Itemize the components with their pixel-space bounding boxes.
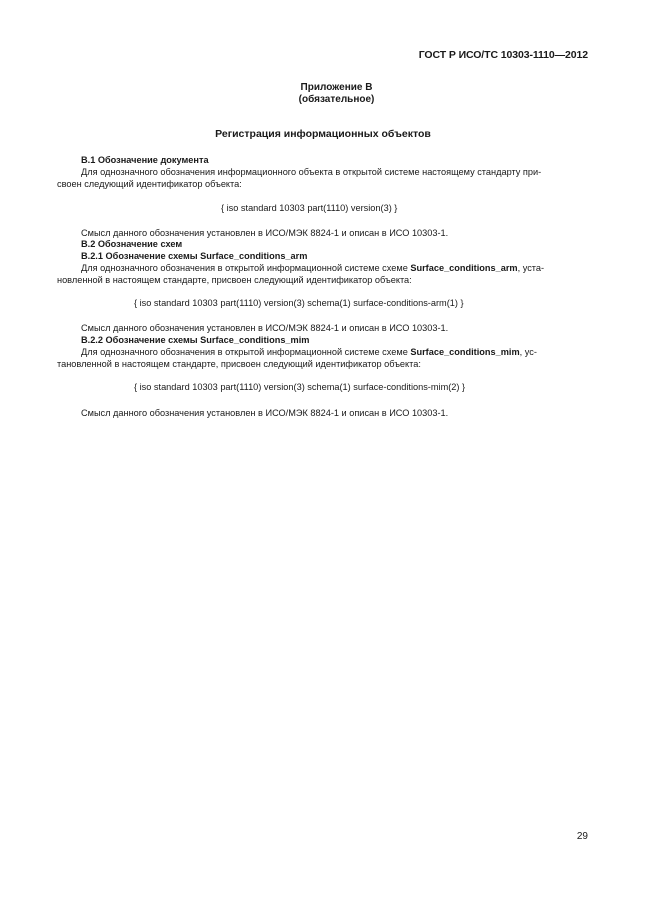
- b1-heading: В.1 Обозначение документа: [81, 155, 209, 165]
- b21-paragraph-line1: Для однозначного обозначения в открытой информационной системе схеме Surface_conditions_arm, уста-: [81, 263, 545, 273]
- b22-heading: В.2.2 Обозначение схемы Surface_conditions_mim: [81, 335, 310, 345]
- appendix-subtitle: (обязательное): [298, 94, 375, 105]
- b22-identifier: { iso standard 10303 part(1110) version(3) schema(1) surface-conditions-mim(2) }: [134, 382, 466, 392]
- page-number: 29: [576, 831, 588, 842]
- b22-paragraph-line1: Для однозначного обозначения в открытой информационной системе схеме Surface_conditions_mim, ус-: [81, 347, 537, 357]
- appendix-title: Приложение В: [300, 82, 373, 93]
- b2-heading: В.2 Обозначение схем: [81, 239, 183, 249]
- b21-identifier: { iso standard 10303 part(1110) version(3) schema(1) surface-conditions-arm(1) }: [134, 298, 464, 308]
- b1-paragraph-line1: Для однозначного обозначения информационного объекта в открытой системе настоящему стандарту при-: [81, 167, 542, 177]
- b22-meaning: Смысл данного обозначения установлен в ИСО/МЭК 8824-1 и описан в ИСО 10303-1.: [81, 408, 449, 418]
- b22-paragraph-line2: тановленной в настоящем стандарте, присвоен следующий идентификатор объекта:: [57, 359, 421, 369]
- b1-identifier: { iso standard 10303 part(1110) version(3) }: [221, 203, 398, 213]
- b21-paragraph-line2: новленной в настоящем стандарте, присвоен следующий идентификатор объекта:: [57, 275, 412, 285]
- b1-paragraph-line2: своен следующий идентификатор объекта:: [57, 179, 242, 189]
- b21-meaning: Смысл данного обозначения установлен в ИСО/МЭК 8824-1 и описан в ИСО 10303-1.: [81, 323, 449, 333]
- standard-header: ГОСТ Р ИСО/ТС 10303-1110—2012: [418, 49, 588, 61]
- b1-meaning: Смысл данного обозначения установлен в ИСО/МЭК 8824-1 и описан в ИСО 10303-1.: [81, 228, 449, 238]
- b21-heading: В.2.1 Обозначение схемы Surface_conditions_arm: [81, 251, 308, 261]
- section-title: Регистрация информационных объектов: [215, 128, 431, 140]
